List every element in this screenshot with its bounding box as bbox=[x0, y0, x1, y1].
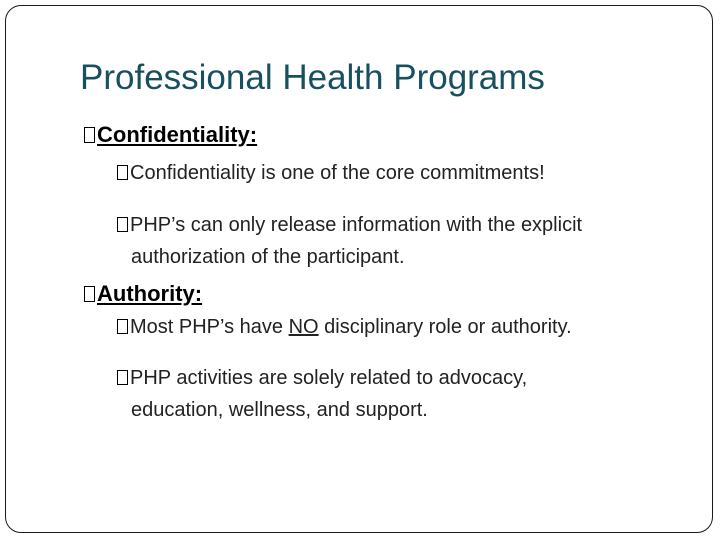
bullet-placeholder-icon bbox=[117, 319, 128, 334]
bullet-item: PHP activities are solely related to advocacy, bbox=[117, 367, 527, 390]
section-heading-confidentiality: Confidentiality: bbox=[84, 122, 257, 148]
bullet-item: PHP’s can only release information with the explicit bbox=[117, 214, 582, 237]
bullet-placeholder-icon bbox=[117, 370, 128, 385]
emphasis-no: NO bbox=[288, 316, 319, 338]
section-heading-authority: Authority: bbox=[84, 281, 202, 307]
slide-title: Professional Health Programs bbox=[80, 58, 545, 97]
bullet-item-continuation: authorization of the participant. bbox=[131, 246, 405, 268]
bullet-placeholder-icon bbox=[84, 286, 95, 302]
bullet-placeholder-icon bbox=[117, 217, 128, 232]
bullet-placeholder-icon bbox=[84, 127, 95, 143]
bullet-item-continuation: education, wellness, and support. bbox=[131, 399, 428, 421]
bullet-placeholder-icon bbox=[117, 165, 128, 180]
bullet-item: Confidentiality is one of the core commitments! bbox=[117, 162, 545, 185]
bullet-item: Most PHP’s have NO disciplinary role or authority. bbox=[117, 316, 572, 339]
